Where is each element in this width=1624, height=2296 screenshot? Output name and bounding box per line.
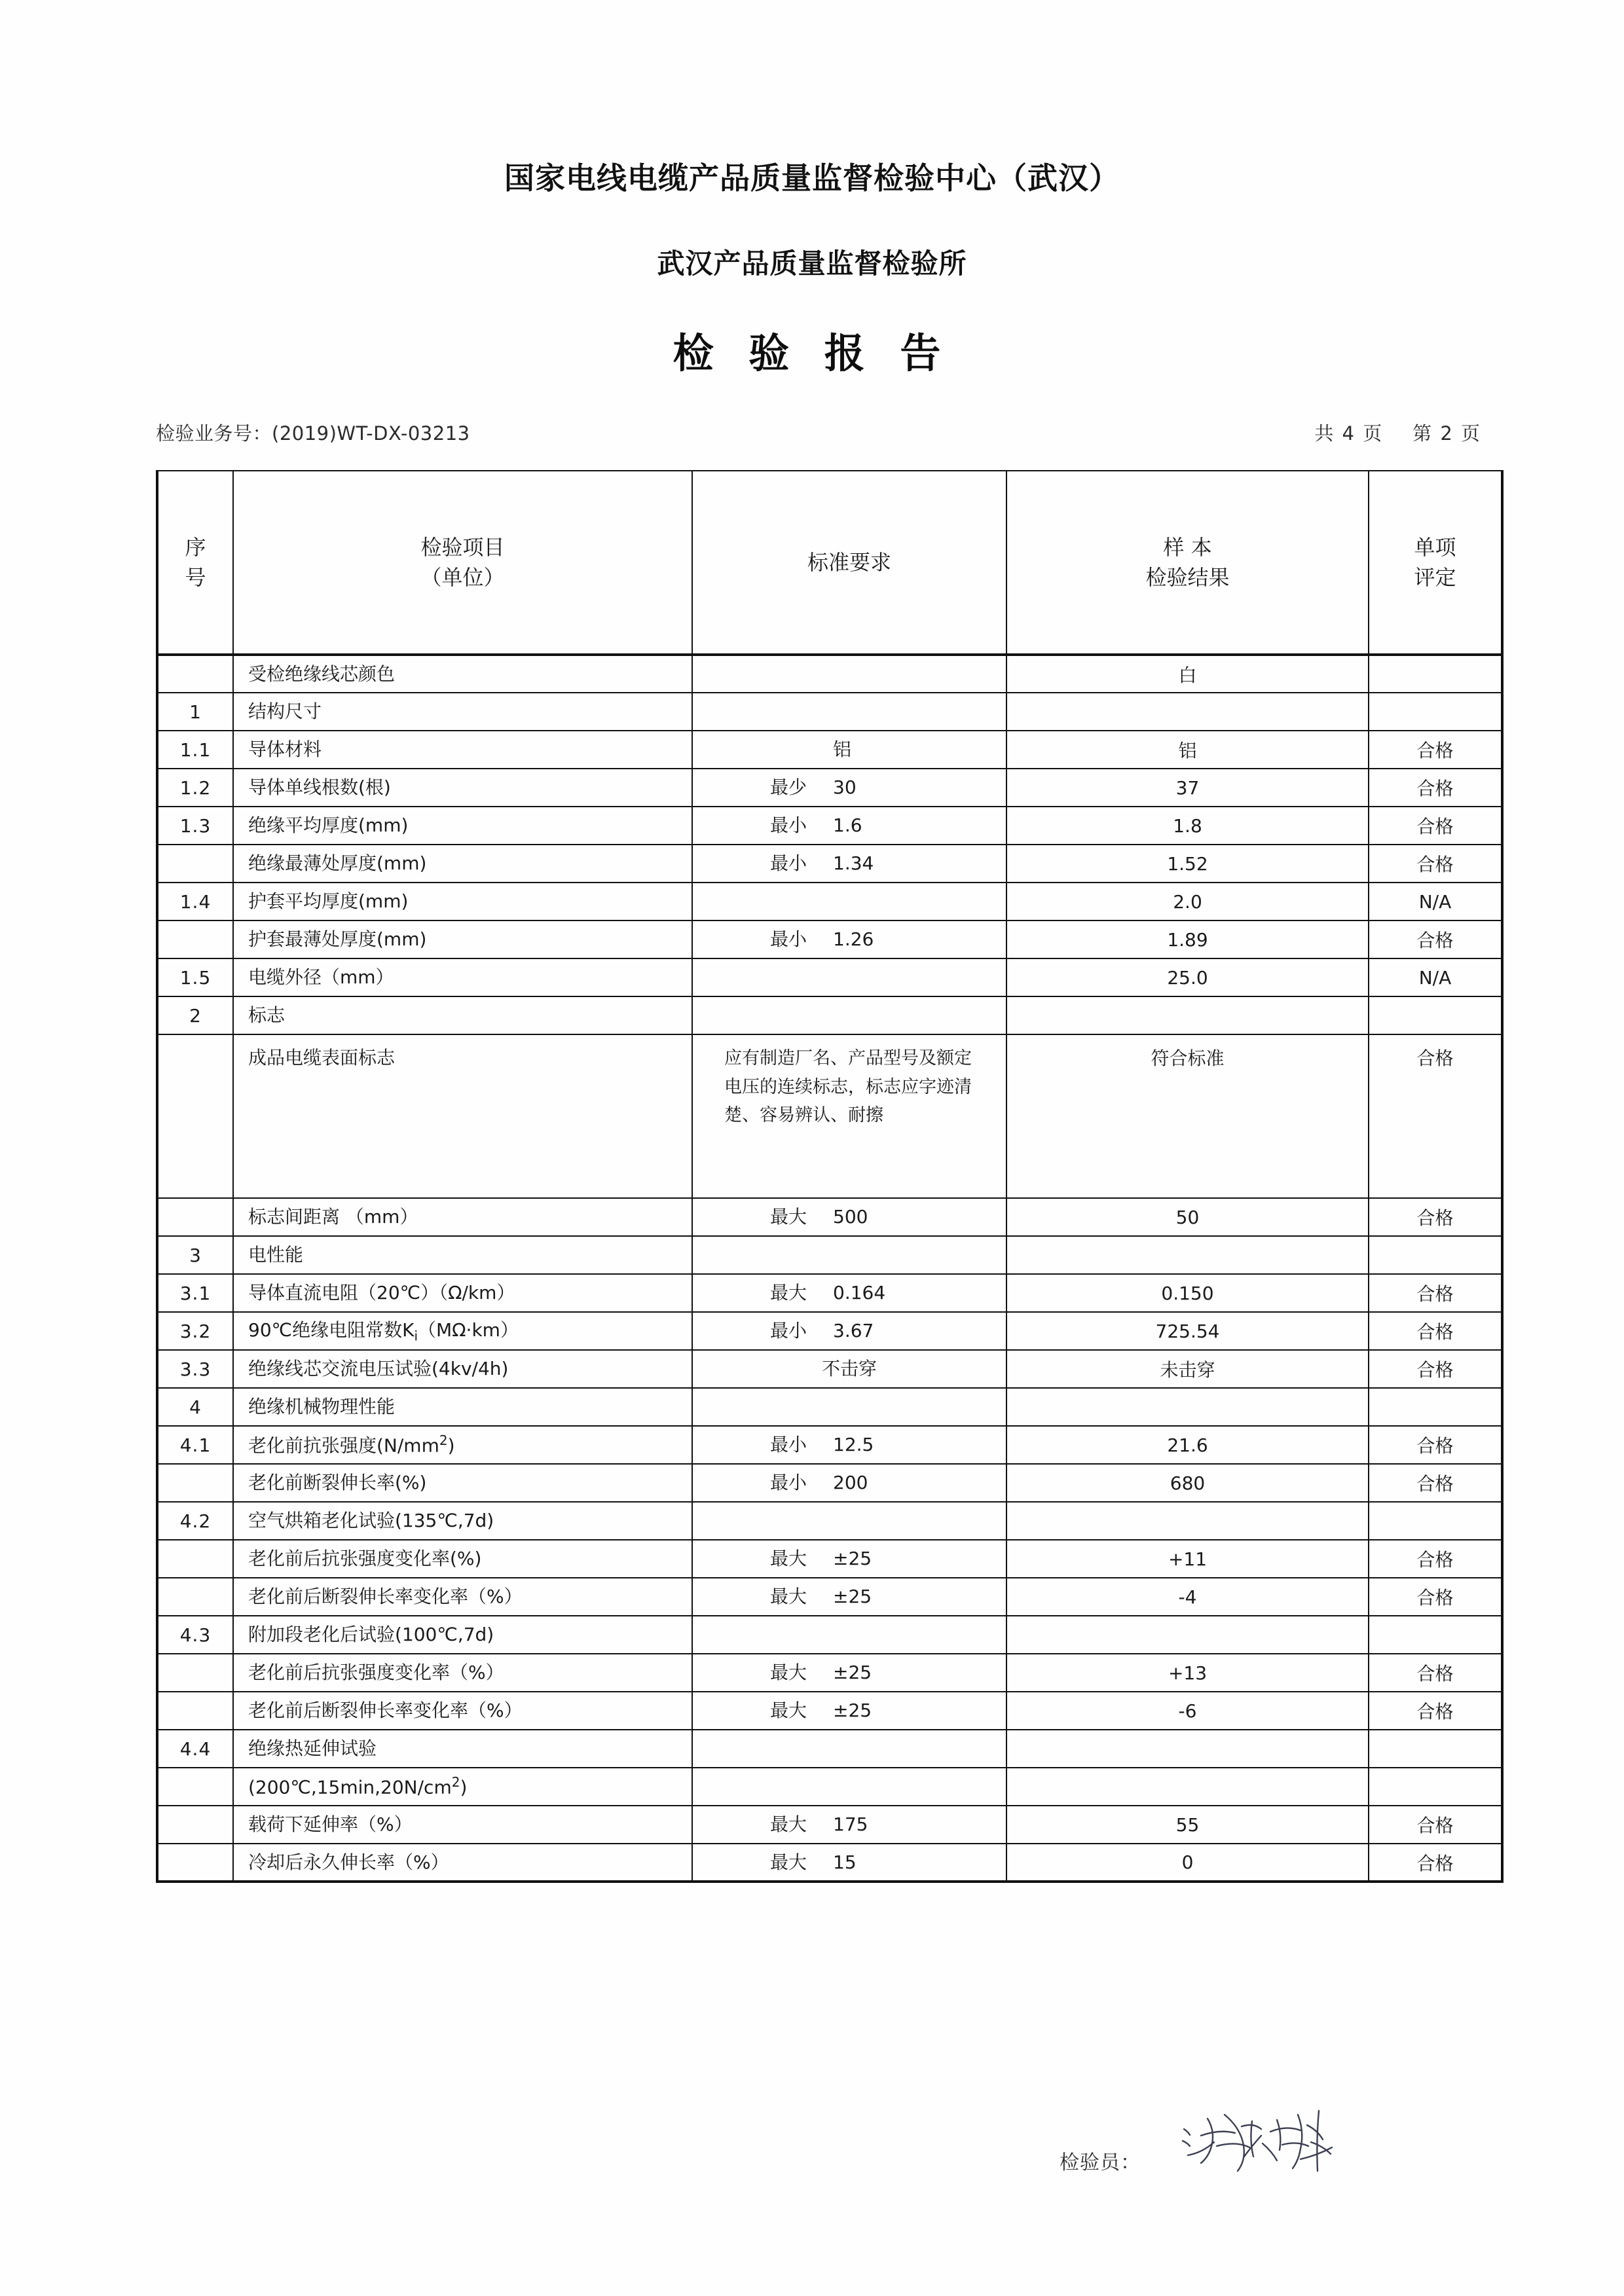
row-standard-qualifier: 最小 [770, 1320, 807, 1342]
row-item-name: 空气烘箱老化试验(135℃,7d) [233, 1502, 692, 1540]
row-sample-result: 25.0 [1006, 958, 1369, 996]
row-standard-requirement [692, 1312, 1006, 1350]
row-sample-result: 1.8 [1006, 807, 1369, 845]
row-item-name: 冷却后永久伸长率（%） [233, 1844, 692, 1882]
table-row [157, 1806, 1502, 1844]
row-item-name: 结构尺寸 [233, 693, 692, 731]
row-standard-qualifier: 最大 [770, 1813, 807, 1836]
row-serial-no: 2 [157, 996, 233, 1034]
column-header-standard [692, 471, 1006, 655]
row-item-name: $(200℃,15\min,20N/cm^2)$ [233, 1768, 692, 1806]
row-standard-requirement [692, 996, 1006, 1034]
column-header-evaluation [1369, 471, 1502, 655]
row-sample-result: 白 [1006, 655, 1369, 693]
table-row [157, 1616, 1502, 1654]
row-sample-result: 55 [1006, 1806, 1369, 1844]
row-evaluation: N/A [1369, 958, 1502, 996]
row-serial-no: 4.4 [157, 1730, 233, 1768]
business-number: 检验业务号：(2019)WT-DX-03213 [156, 422, 470, 445]
row-sample-result: +11 [1006, 1540, 1369, 1578]
row-standard-qualifier [735, 735, 833, 763]
inspector-signature [1179, 2107, 1362, 2179]
row-sample-result: 2.0 [1006, 883, 1369, 920]
row-standard-value: 12.5 [833, 1434, 874, 1456]
table-row [157, 769, 1502, 807]
table-row [157, 1274, 1502, 1312]
row-sample-result: 0.150 [1006, 1274, 1369, 1312]
row-standard-requirement [692, 1540, 1006, 1578]
row-evaluation [1369, 655, 1502, 693]
row-standard-value: 500 [833, 1206, 868, 1228]
table-row [157, 883, 1502, 920]
row-standard-requirement [692, 1464, 1006, 1502]
row-standard-qualifier: 最小 [770, 1434, 807, 1456]
row-item-name: 绝缘平均厚度(mm) [233, 807, 692, 845]
row-serial-no: 1.3 [157, 807, 233, 845]
row-evaluation [1369, 1768, 1502, 1806]
row-evaluation [1369, 1730, 1502, 1768]
table-row [157, 920, 1502, 958]
row-serial-no [157, 845, 233, 883]
row-evaluation: 合格 [1369, 845, 1502, 883]
row-evaluation: 合格 [1369, 920, 1502, 958]
row-serial-no: 4.1 [157, 1426, 233, 1464]
column-header-standard-label: 标准要求 [807, 549, 891, 575]
column-header-item-line1: 检验项目 [420, 534, 505, 560]
row-item-name: 老化前后断裂伸长率变化率（%） [233, 1578, 692, 1616]
row-serial-no: 3.2 [157, 1312, 233, 1350]
row-item-name: 电性能 [233, 1236, 692, 1274]
row-item-name: 老化前断裂伸长率(%) [233, 1464, 692, 1502]
row-evaluation [1369, 1236, 1502, 1274]
row-standard-qualifier: 最大 [770, 1662, 807, 1684]
row-standard-requirement [692, 883, 1006, 920]
table-row [157, 996, 1502, 1034]
row-standard-requirement [692, 920, 1006, 958]
row-evaluation: 合格 [1369, 731, 1502, 769]
table-row [157, 958, 1502, 996]
row-standard-requirement [692, 731, 1006, 769]
column-header-item-line2: （单位） [420, 565, 505, 590]
row-evaluation: 合格 [1369, 1540, 1502, 1578]
row-standard-requirement [692, 1426, 1006, 1464]
row-standard-requirement [692, 1844, 1006, 1882]
row-serial-no [157, 1578, 233, 1616]
row-sample-result: 50 [1006, 1198, 1369, 1236]
row-standard-requirement [692, 1274, 1006, 1312]
table-row [157, 1236, 1502, 1274]
row-serial-no [157, 1464, 233, 1502]
row-standard-qualifier: 最大 [770, 1206, 807, 1228]
row-standard-requirement [692, 1388, 1006, 1426]
row-standard-requirement [692, 1692, 1006, 1730]
row-sample-result: 725.54 [1006, 1312, 1369, 1350]
row-standard-value: ±25 [833, 1548, 872, 1570]
row-item-name: 护套平均厚度(mm) [233, 883, 692, 920]
row-standard-qualifier: 最小 [770, 928, 807, 951]
row-standard-value: 175 [833, 1813, 868, 1836]
row-serial-no [157, 1034, 233, 1198]
row-item-name: 标志 [233, 996, 692, 1034]
row-standard-qualifier: 最小 [770, 1472, 807, 1494]
row-sample-result: 21.6 [1006, 1426, 1369, 1464]
table-row [157, 1426, 1502, 1464]
row-item-name: 成品电缆表面标志 [233, 1034, 692, 1198]
row-standard-qualifier: 最大 [770, 1700, 807, 1722]
row-evaluation: 合格 [1369, 1844, 1502, 1882]
row-standard-value: 0.164 [833, 1282, 886, 1304]
row-evaluation: N/A [1369, 883, 1502, 920]
row-item-name: 附加段老化后试验(100℃,7d) [233, 1616, 692, 1654]
row-standard-requirement [692, 655, 1006, 693]
row-serial-no: 1.4 [157, 883, 233, 920]
table-row [157, 1768, 1502, 1806]
row-standard-requirement [692, 769, 1006, 807]
row-item-name: 护套最薄处厚度(mm) [233, 920, 692, 958]
row-standard-requirement [692, 1578, 1006, 1616]
table-row [157, 1578, 1502, 1616]
row-serial-no: 3.3 [157, 1350, 233, 1388]
row-item-name: 绝缘线芯交流电压试验(4kv/4h) [233, 1350, 692, 1388]
row-evaluation: 合格 [1369, 1654, 1502, 1692]
row-standard-value: ±25 [833, 1586, 872, 1608]
row-sample-result [1006, 1388, 1369, 1426]
inspection-results-table [156, 470, 1504, 1883]
row-item-name: 老化前后抗张强度变化率(%) [233, 1540, 692, 1578]
row-item-name: 载荷下延伸率（%） [233, 1806, 692, 1844]
row-item-name: 老化前后断裂伸长率变化率（%） [233, 1692, 692, 1730]
row-sample-result [1006, 1616, 1369, 1654]
row-evaluation: 合格 [1369, 1692, 1502, 1730]
row-standard-value: ±25 [833, 1662, 872, 1684]
row-evaluation [1369, 996, 1502, 1034]
row-standard-requirement [692, 1768, 1006, 1806]
table-row [157, 1844, 1502, 1882]
row-standard-value: 1.34 [833, 852, 874, 875]
row-standard-requirement [692, 693, 1006, 731]
row-serial-no: 4.3 [157, 1616, 233, 1654]
row-item-name: 绝缘机械物理性能 [233, 1388, 692, 1426]
row-item-name: 绝缘热延伸试验 [233, 1730, 692, 1768]
column-header-item [233, 471, 692, 655]
row-standard-requirement [692, 1198, 1006, 1236]
table-row [157, 1540, 1502, 1578]
column-header-result-line1: 样 本 [1163, 534, 1212, 560]
row-standard-requirement [692, 807, 1006, 845]
row-sample-result [1006, 693, 1369, 731]
row-serial-no: 3.1 [157, 1274, 233, 1312]
row-item-name: 老化前后抗张强度变化率（%） [233, 1654, 692, 1692]
row-sample-result: 680 [1006, 1464, 1369, 1502]
row-serial-no: 4.2 [157, 1502, 233, 1540]
row-sample-result: 0 [1006, 1844, 1369, 1882]
row-standard-qualifier: 最小 [770, 852, 807, 875]
row-evaluation: 合格 [1369, 1350, 1502, 1388]
row-sample-result [1006, 1236, 1369, 1274]
row-item-name: 绝缘最薄处厚度(mm) [233, 845, 692, 883]
row-serial-no [157, 1768, 233, 1806]
row-item-name: 90℃绝缘电阻常数$K_i(M\Omega\cdot km)$ [233, 1312, 692, 1350]
page-number-info: 共 4 页 第 2 页 [1314, 422, 1481, 445]
row-serial-no [157, 1844, 233, 1882]
row-sample-result: 37 [1006, 769, 1369, 807]
table-row [157, 1730, 1502, 1768]
table-row [157, 1464, 1502, 1502]
table-row [157, 1692, 1502, 1730]
row-evaluation: 合格 [1369, 1312, 1502, 1350]
column-header-evaluation-line1: 单项 [1414, 534, 1456, 560]
table-row [157, 1034, 1502, 1198]
table-row [157, 1654, 1502, 1692]
row-standard-value: 铝 [833, 738, 852, 761]
row-standard-qualifier: 最大 [770, 1586, 807, 1608]
row-standard-qualifier: 最大 [770, 1282, 807, 1304]
table-body [157, 655, 1502, 1882]
row-sample-result [1006, 1730, 1369, 1768]
row-sample-result: 1.52 [1006, 845, 1369, 883]
row-sample-result: 符合标准 [1006, 1034, 1369, 1198]
organization-name-secondary: 武汉产品质量监督检验所 [657, 247, 967, 280]
row-standard-value: 1.6 [833, 814, 862, 837]
table-row [157, 655, 1502, 693]
row-standard-requirement-text: 不击穿 [821, 1358, 877, 1380]
row-item-name: 导体单线根数(根) [233, 769, 692, 807]
table-row [157, 1502, 1502, 1540]
row-item-name: 标志间距离 （mm） [233, 1198, 692, 1236]
row-standard-requirement [692, 1502, 1006, 1540]
row-standard-requirement [692, 1350, 1006, 1388]
row-sample-result [1006, 996, 1369, 1034]
row-evaluation: 合格 [1369, 807, 1502, 845]
table-row [157, 1388, 1502, 1426]
table-row [157, 1312, 1502, 1350]
row-evaluation: 合格 [1369, 1578, 1502, 1616]
row-item-name: 导体直流电阻（20℃）（Ω/km） [233, 1274, 692, 1312]
column-header-result [1006, 471, 1369, 655]
row-standard-requirement [692, 1236, 1006, 1274]
row-evaluation: 合格 [1369, 769, 1502, 807]
row-serial-no [157, 1540, 233, 1578]
column-header-serial-no-line2: 号 [185, 565, 206, 590]
row-serial-no [157, 1654, 233, 1692]
row-sample-result: 铝 [1006, 731, 1369, 769]
organization-name-primary: 国家电线电缆产品质量监督检验中心（武汉） [504, 160, 1120, 196]
row-item-name: 老化前抗张强度$(N/mm^2)$ [233, 1426, 692, 1464]
row-sample-result: +13 [1006, 1654, 1369, 1692]
row-standard-qualifier: 最大 [770, 1548, 807, 1570]
table-row [157, 1198, 1502, 1236]
row-standard-requirement-text: 应有制造厂名、产品型号及额定电压的连续标志，标志应字迹清楚、容易辨认、耐擦 [724, 1048, 972, 1126]
row-serial-no: 1.5 [157, 958, 233, 996]
table-row [157, 1350, 1502, 1388]
row-item-name: 受检绝缘线芯颜色 [233, 655, 692, 693]
row-standard-value: 200 [833, 1472, 868, 1494]
row-standard-value: 1.26 [833, 928, 874, 951]
table-row [157, 693, 1502, 731]
row-evaluation [1369, 1388, 1502, 1426]
row-standard-requirement [692, 845, 1006, 883]
row-standard-value: 15 [833, 1851, 857, 1873]
row-serial-no [157, 655, 233, 693]
row-serial-no: 1.1 [157, 731, 233, 769]
row-standard-requirement [692, 1730, 1006, 1768]
row-serial-no: 4 [157, 1388, 233, 1426]
row-sample-result: -6 [1006, 1692, 1369, 1730]
row-standard-value: ±25 [833, 1700, 872, 1722]
row-evaluation [1369, 693, 1502, 731]
row-evaluation [1369, 1616, 1502, 1654]
row-standard-requirement [692, 958, 1006, 996]
row-evaluation: 合格 [1369, 1806, 1502, 1844]
row-sample-result: 未击穿 [1006, 1350, 1369, 1388]
table-row [157, 731, 1502, 769]
row-serial-no [157, 1692, 233, 1730]
row-serial-no [157, 1198, 233, 1236]
row-sample-result: 1.89 [1006, 920, 1369, 958]
column-header-evaluation-line2: 评定 [1414, 565, 1456, 590]
column-header-serial-no [157, 471, 233, 655]
inspector-label: 检验员： [1060, 2151, 1141, 2174]
row-standard-value: 3.67 [833, 1320, 874, 1342]
row-standard-requirement [692, 1616, 1006, 1654]
row-item-name: 导体材料 [233, 731, 692, 769]
column-header-result-line2: 检验结果 [1145, 565, 1230, 590]
row-sample-result: -4 [1006, 1578, 1369, 1616]
row-serial-no [157, 920, 233, 958]
row-evaluation: 合格 [1369, 1034, 1502, 1198]
row-serial-no: 1 [157, 693, 233, 731]
row-sample-result [1006, 1502, 1369, 1540]
row-serial-no: 3 [157, 1236, 233, 1274]
page-title: 检 验 报 告 [673, 329, 951, 377]
row-standard-qualifier: 最小 [770, 814, 807, 837]
row-evaluation: 合格 [1369, 1426, 1502, 1464]
row-evaluation: 合格 [1369, 1198, 1502, 1236]
column-header-serial-no-line1: 序 [185, 534, 206, 560]
table-row [157, 845, 1502, 883]
row-evaluation [1369, 1502, 1502, 1540]
row-standard-requirement [692, 1806, 1006, 1844]
table-row [157, 807, 1502, 845]
document-meta-row [156, 419, 1501, 446]
row-standard-qualifier: 最大 [770, 1851, 807, 1873]
row-standard-requirement [692, 1034, 1006, 1198]
table-header-row [157, 471, 1502, 655]
row-evaluation: 合格 [1369, 1274, 1502, 1312]
row-sample-result [1006, 1768, 1369, 1806]
row-standard-value: 30 [833, 776, 857, 799]
row-serial-no [157, 1806, 233, 1844]
row-standard-requirement [692, 1654, 1006, 1692]
row-serial-no: 1.2 [157, 769, 233, 807]
report-footer [0, 2115, 1624, 2232]
row-standard-qualifier: 最少 [770, 776, 807, 799]
row-evaluation: 合格 [1369, 1464, 1502, 1502]
row-item-name: 电缆外径（mm） [233, 958, 692, 996]
